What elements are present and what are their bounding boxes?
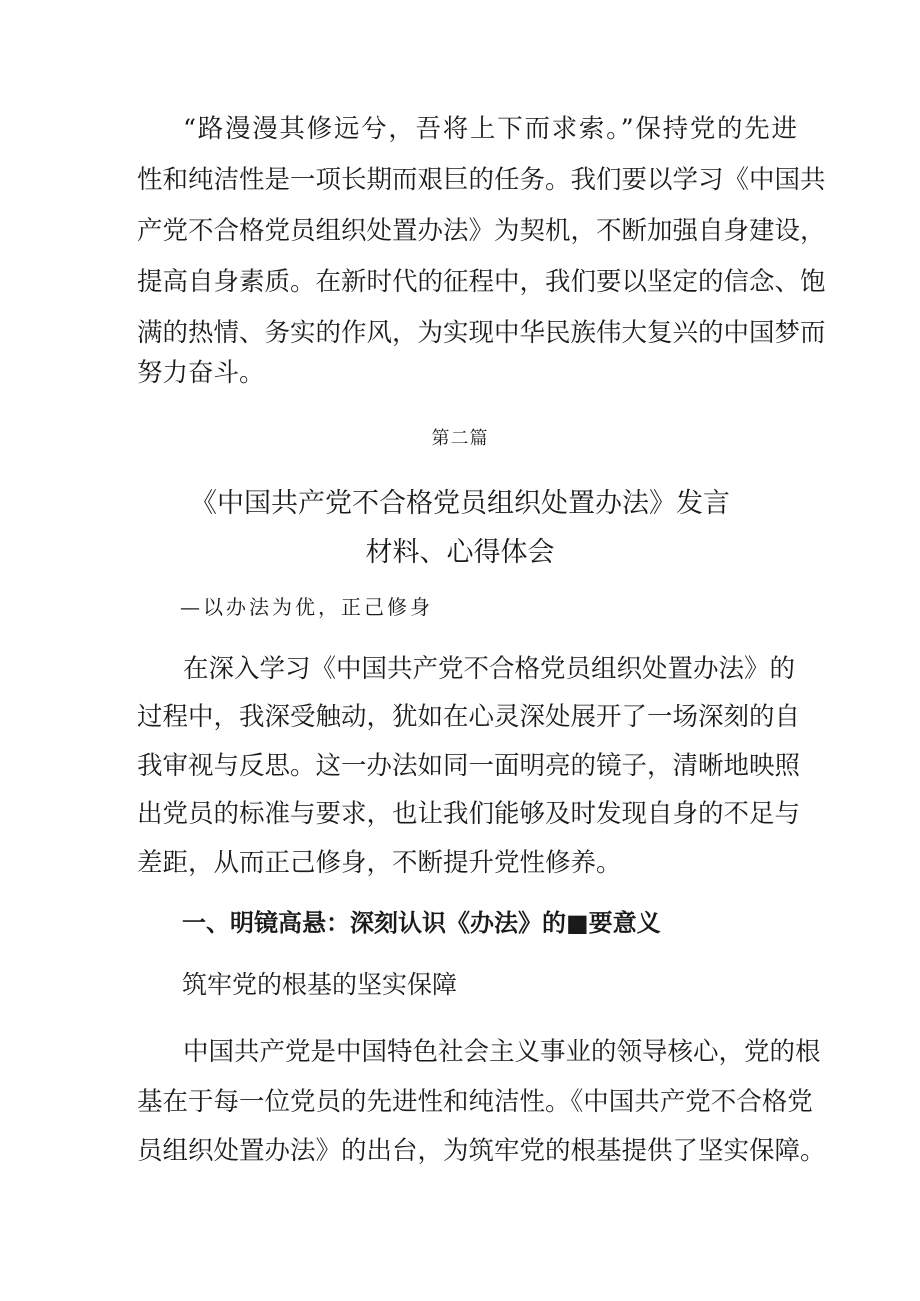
document-title-line-1: 《中国共产党不合格党员组织处置办法》发言 bbox=[190, 488, 730, 519]
document-title-line-2: 材料、心得体会 bbox=[365, 537, 555, 568]
paragraph-1-line-5: 满的热情、务实的作风，为实现中华民族伟大复兴的中国梦而 bbox=[137, 318, 826, 348]
paragraph-2-line-2: 过程中，我深受触动，犹如在心灵深处展开了一场深刻的自 bbox=[137, 702, 801, 732]
paragraph-1-line-6: 努力奋斗。 bbox=[137, 358, 265, 388]
paragraph-1-line-1: “路漫漫其修远兮，吾将上下而求索。”保持党的先进 bbox=[183, 114, 797, 144]
paragraph-1-line-3: 产党不合格党员组织处置办法》为契机，不断加强自身建设， bbox=[137, 216, 826, 246]
section-heading-1: 一、明镜高悬：深刻认识《办法》的■要意义 bbox=[182, 909, 661, 937]
document-subtitle: —以办法为优，正己修身 bbox=[180, 595, 433, 619]
paragraph-2-line-3: 我审视与反思。这一办法如同一面明亮的镜子，清晰地映照 bbox=[137, 751, 801, 781]
paragraph-3-line-1: 中国共产党是中国特色社会主义事业的领导核心，党的根 bbox=[183, 1037, 821, 1067]
section-label: 第二篇 bbox=[431, 428, 489, 449]
paragraph-1-line-2: 性和纯洁性是一项长期而艰巨的任务。我们要以学习《中国共 bbox=[137, 165, 826, 195]
paragraph-2-line-4: 出党员的标准与要求，也让我们能够及时发现自身的不足与 bbox=[137, 799, 801, 829]
paragraph-1-line-4: 提高自身素质。在新时代的征程中，我们要以坚定的信念、饱 bbox=[137, 267, 826, 297]
paragraph-3-line-2: 基在于每一位党员的先进性和纯洁性。《中国共产党不合格党 bbox=[137, 1087, 813, 1117]
paragraph-2-line-5: 差距，从而正己修身，不断提升党性修养。 bbox=[137, 848, 622, 878]
paragraph-3-line-3: 员组织处置办法》的出台，为筑牢党的根基提供了坚实保障。 bbox=[137, 1136, 826, 1166]
paragraph-2-line-1: 在深入学习《中国共产党不合格党员组织处置办法》的 bbox=[183, 654, 796, 684]
subheading-1: 筑牢党的根基的坚实保障 bbox=[182, 970, 458, 999]
